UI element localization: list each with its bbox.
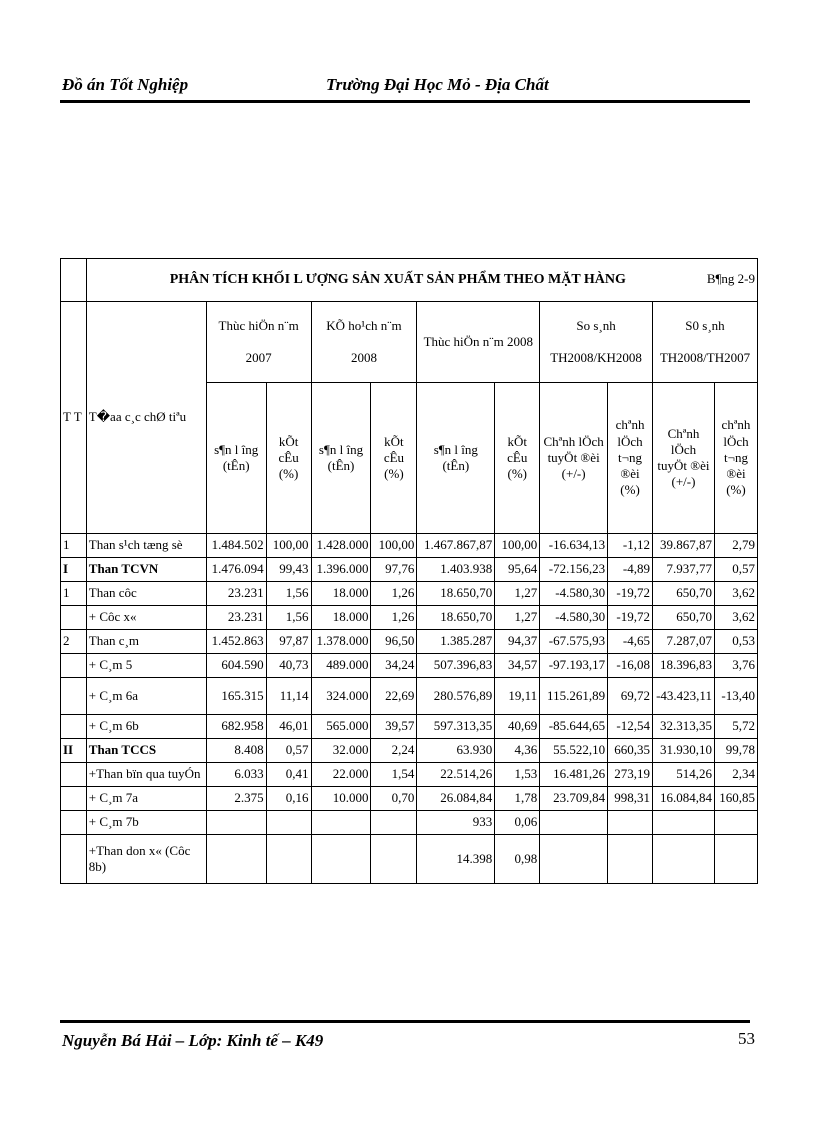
row-name: + C¸m 6a	[86, 678, 206, 715]
row-value-c7: -16.634,13	[540, 534, 608, 558]
table-row	[61, 739, 758, 763]
row-name: Than TCCS	[86, 739, 206, 763]
row-value-c4: 2,24	[371, 739, 417, 763]
row-value-c10: 2,34	[714, 763, 757, 787]
row-value-c7: 16.481,26	[540, 763, 608, 787]
row-value-c6: 0,98	[495, 835, 540, 884]
row-tt	[61, 606, 87, 630]
row-value-c10: 3,62	[714, 606, 757, 630]
row-value-c3: 1.428.000	[311, 534, 371, 558]
row-value-c2: 100,00	[266, 534, 311, 558]
header-output-1: s¶n l îng (tÊn)	[206, 383, 266, 534]
row-value-c2: 1,56	[266, 606, 311, 630]
row-value-c1	[206, 835, 266, 884]
table-row	[61, 534, 758, 558]
header-rule	[60, 100, 750, 103]
row-value-c9	[652, 835, 714, 884]
header-structure-2: kÕt cÊu (%)	[371, 383, 417, 534]
row-value-c6: 1,78	[495, 787, 540, 811]
row-name: +Than don x« (Côc 8b)	[86, 835, 206, 884]
table-row	[61, 606, 758, 630]
row-value-c9: 18.396,83	[652, 654, 714, 678]
row-value-c1: 682.958	[206, 715, 266, 739]
row-value-c3: 489.000	[311, 654, 371, 678]
row-value-c9: 7.287,07	[652, 630, 714, 654]
row-value-c3: 22.000	[311, 763, 371, 787]
row-value-c9: -43.423,11	[652, 678, 714, 715]
row-value-c8: -4,89	[608, 558, 653, 582]
row-value-c2: 0,16	[266, 787, 311, 811]
row-value-c8: 998,31	[608, 787, 653, 811]
row-value-c10: 3,62	[714, 582, 757, 606]
row-value-c6: 100,00	[495, 534, 540, 558]
row-value-c8: 273,19	[608, 763, 653, 787]
row-value-c6: 95,64	[495, 558, 540, 582]
row-value-c3: 18.000	[311, 606, 371, 630]
row-value-c5: 597.313,35	[417, 715, 495, 739]
row-value-c3: 18.000	[311, 582, 371, 606]
row-value-c5: 280.576,89	[417, 678, 495, 715]
row-value-c8: 69,72	[608, 678, 653, 715]
row-value-c10: 0,57	[714, 558, 757, 582]
row-value-c10: 99,78	[714, 739, 757, 763]
header-group-2007: Thùc hiÖn n¨m 2007	[206, 302, 311, 383]
footer-author: Nguyễn Bá Hải – Lớp: Kinh tế – K49	[62, 1031, 324, 1050]
header-rel-diff-plan: chªnh lÖch t¬ng ®èi (%)	[608, 383, 653, 534]
row-value-c6: 1,27	[495, 582, 540, 606]
row-value-c1: 1.452.863	[206, 630, 266, 654]
row-value-c10	[714, 835, 757, 884]
row-value-c7: -67.575,93	[540, 630, 608, 654]
row-value-c9: 32.313,35	[652, 715, 714, 739]
row-value-c7: 55.522,10	[540, 739, 608, 763]
row-value-c4: 34,24	[371, 654, 417, 678]
row-tt: II	[61, 739, 87, 763]
title-corner-cell	[61, 259, 87, 302]
row-value-c2: 99,43	[266, 558, 311, 582]
header-group-2008: Thùc hiÖn n¨m 2008	[417, 302, 540, 383]
row-value-c4: 39,57	[371, 715, 417, 739]
row-name: Than s¹ch tæng sè	[86, 534, 206, 558]
row-tt	[61, 787, 87, 811]
row-value-c9	[652, 811, 714, 835]
row-value-c1: 165.315	[206, 678, 266, 715]
row-value-c1: 2.375	[206, 787, 266, 811]
row-value-c9: 650,70	[652, 582, 714, 606]
row-value-c2: 0,41	[266, 763, 311, 787]
row-tt: 1	[61, 534, 87, 558]
header-abs-diff-2007: Chªnh lÖch tuyÖt ®èi (+/-)	[652, 383, 714, 534]
row-value-c5: 507.396,83	[417, 654, 495, 678]
table-row	[61, 787, 758, 811]
row-value-c2: 46,01	[266, 715, 311, 739]
row-value-c5: 18.650,70	[417, 606, 495, 630]
row-value-c10: 5,72	[714, 715, 757, 739]
row-value-c5: 14.398	[417, 835, 495, 884]
row-tt	[61, 715, 87, 739]
table-row	[61, 630, 758, 654]
row-value-c2: 1,56	[266, 582, 311, 606]
row-value-c4	[371, 835, 417, 884]
row-value-c8: -19,72	[608, 606, 653, 630]
row-tt: 2	[61, 630, 87, 654]
row-value-c4: 1,54	[371, 763, 417, 787]
row-value-c3	[311, 835, 371, 884]
row-value-c1: 604.590	[206, 654, 266, 678]
row-value-c7: 23.709,84	[540, 787, 608, 811]
table-title-row	[61, 259, 758, 302]
row-value-c3	[311, 811, 371, 835]
header-left-title: Đồ án Tốt Nghiệp	[62, 75, 189, 94]
row-value-c9: 7.937,77	[652, 558, 714, 582]
row-name: Than côc	[86, 582, 206, 606]
row-value-c7	[540, 811, 608, 835]
table-title: PHÂN TÍCH KHỐI L ƯỢNG SẢN XUẤT SẢN PHẨM THEO MẶT HÀNG	[169, 272, 626, 288]
header-group-compare-2007: S0 s¸nh TH2008/TH2007	[652, 302, 757, 383]
row-value-c1: 1.484.502	[206, 534, 266, 558]
table-row	[61, 715, 758, 739]
row-value-c1	[206, 811, 266, 835]
row-value-c10: -13,40	[714, 678, 757, 715]
row-value-c3: 565.000	[311, 715, 371, 739]
row-value-c9: 16.084,84	[652, 787, 714, 811]
row-value-c6: 34,57	[495, 654, 540, 678]
row-value-c8: -19,72	[608, 582, 653, 606]
table-row	[61, 763, 758, 787]
row-value-c2	[266, 811, 311, 835]
row-value-c4: 1,26	[371, 582, 417, 606]
row-value-c9: 650,70	[652, 606, 714, 630]
row-value-c8: -16,08	[608, 654, 653, 678]
row-value-c1: 1.476.094	[206, 558, 266, 582]
row-tt	[61, 678, 87, 715]
row-value-c10	[714, 811, 757, 835]
table-row	[61, 558, 758, 582]
header-rel-diff-2007: chªnh lÖch t¬ng ®èi (%)	[714, 383, 757, 534]
row-value-c6: 0,06	[495, 811, 540, 835]
row-value-c7: -72.156,23	[540, 558, 608, 582]
row-tt: 1	[61, 582, 87, 606]
table-row	[61, 811, 758, 835]
row-value-c6: 4,36	[495, 739, 540, 763]
header-group-plan-2008: KÕ ho¹ch n¨m 2008	[311, 302, 417, 383]
row-value-c4: 100,00	[371, 534, 417, 558]
row-value-c5: 1.403.938	[417, 558, 495, 582]
row-name: + Côc x«	[86, 606, 206, 630]
page-number: 53	[738, 1029, 755, 1048]
table-title-cell	[86, 259, 757, 302]
row-name: + C¸m 7a	[86, 787, 206, 811]
row-value-c5: 1.385.287	[417, 630, 495, 654]
row-value-c9: 31.930,10	[652, 739, 714, 763]
row-value-c4	[371, 811, 417, 835]
row-value-c10: 160,85	[714, 787, 757, 811]
row-value-c8: 660,35	[608, 739, 653, 763]
row-value-c7: -97.193,17	[540, 654, 608, 678]
table-body	[61, 534, 758, 884]
row-value-c3: 1.378.000	[311, 630, 371, 654]
row-value-c5: 63.930	[417, 739, 495, 763]
row-value-c8: -4,65	[608, 630, 653, 654]
table-number: B¶ng 2-9	[706, 271, 755, 287]
header-tt: T T	[61, 302, 87, 534]
row-value-c6: 1,53	[495, 763, 540, 787]
table-row	[61, 835, 758, 884]
header-output-2: s¶n l îng (tÊn)	[311, 383, 371, 534]
table-row	[61, 582, 758, 606]
row-value-c4: 97,76	[371, 558, 417, 582]
row-tt	[61, 811, 87, 835]
row-value-c8: -12,54	[608, 715, 653, 739]
row-tt	[61, 835, 87, 884]
row-tt: I	[61, 558, 87, 582]
row-value-c7: -4.580,30	[540, 582, 608, 606]
row-name: + C¸m 7b	[86, 811, 206, 835]
row-value-c4: 1,26	[371, 606, 417, 630]
row-name: Than c¸m	[86, 630, 206, 654]
row-value-c3: 324.000	[311, 678, 371, 715]
row-tt	[61, 763, 87, 787]
row-name: +Than bïn qua tuyÓn	[86, 763, 206, 787]
row-tt	[61, 654, 87, 678]
row-value-c6: 40,69	[495, 715, 540, 739]
header-structure-1: kÕt cÊu (%)	[266, 383, 311, 534]
row-value-c5: 18.650,70	[417, 582, 495, 606]
header-output-3: s¶n l îng (tÊn)	[417, 383, 495, 534]
row-value-c5: 26.084,84	[417, 787, 495, 811]
row-value-c3: 32.000	[311, 739, 371, 763]
row-value-c2: 40,73	[266, 654, 311, 678]
row-value-c3: 10.000	[311, 787, 371, 811]
row-value-c10: 3,76	[714, 654, 757, 678]
row-value-c7: 115.261,89	[540, 678, 608, 715]
header-abs-diff-plan: Chªnh lÖch tuyÖt ®èi (+/-)	[540, 383, 608, 534]
row-value-c2: 0,57	[266, 739, 311, 763]
row-value-c6: 1,27	[495, 606, 540, 630]
row-value-c1: 6.033	[206, 763, 266, 787]
table-row	[61, 678, 758, 715]
row-value-c9: 514,26	[652, 763, 714, 787]
production-table	[60, 258, 758, 884]
row-value-c8	[608, 835, 653, 884]
row-value-c3: 1.396.000	[311, 558, 371, 582]
row-value-c6: 94,37	[495, 630, 540, 654]
row-value-c4: 0,70	[371, 787, 417, 811]
row-value-c4: 22,69	[371, 678, 417, 715]
row-name: + C¸m 5	[86, 654, 206, 678]
row-value-c7: -85.644,65	[540, 715, 608, 739]
row-name: Than TCVN	[86, 558, 206, 582]
row-value-c2: 11,14	[266, 678, 311, 715]
row-value-c8	[608, 811, 653, 835]
table-header-row-1	[61, 302, 758, 383]
row-value-c8: -1,12	[608, 534, 653, 558]
row-value-c10: 0,53	[714, 630, 757, 654]
row-value-c1: 23.231	[206, 606, 266, 630]
row-value-c6: 19,11	[495, 678, 540, 715]
row-value-c7: -4.580,30	[540, 606, 608, 630]
row-value-c1: 23.231	[206, 582, 266, 606]
row-value-c10: 2,79	[714, 534, 757, 558]
row-value-c5: 22.514,26	[417, 763, 495, 787]
row-name: + C¸m 6b	[86, 715, 206, 739]
row-value-c4: 96,50	[371, 630, 417, 654]
row-value-c5: 1.467.867,87	[417, 534, 495, 558]
row-value-c2	[266, 835, 311, 884]
row-value-c7	[540, 835, 608, 884]
header-group-compare-plan: So s¸nh TH2008/KH2008	[540, 302, 653, 383]
row-value-c1: 8.408	[206, 739, 266, 763]
row-value-c2: 97,87	[266, 630, 311, 654]
header-structure-3: kÕt cÊu (%)	[495, 383, 540, 534]
footer-rule	[60, 1020, 750, 1023]
table-row	[61, 654, 758, 678]
header-university: Trường Đại Học Mỏ - Địa Chất	[326, 75, 549, 94]
row-value-c9: 39.867,87	[652, 534, 714, 558]
header-indicator-name: T�aa c¸c chØ tiªu	[86, 302, 206, 534]
row-value-c5: 933	[417, 811, 495, 835]
